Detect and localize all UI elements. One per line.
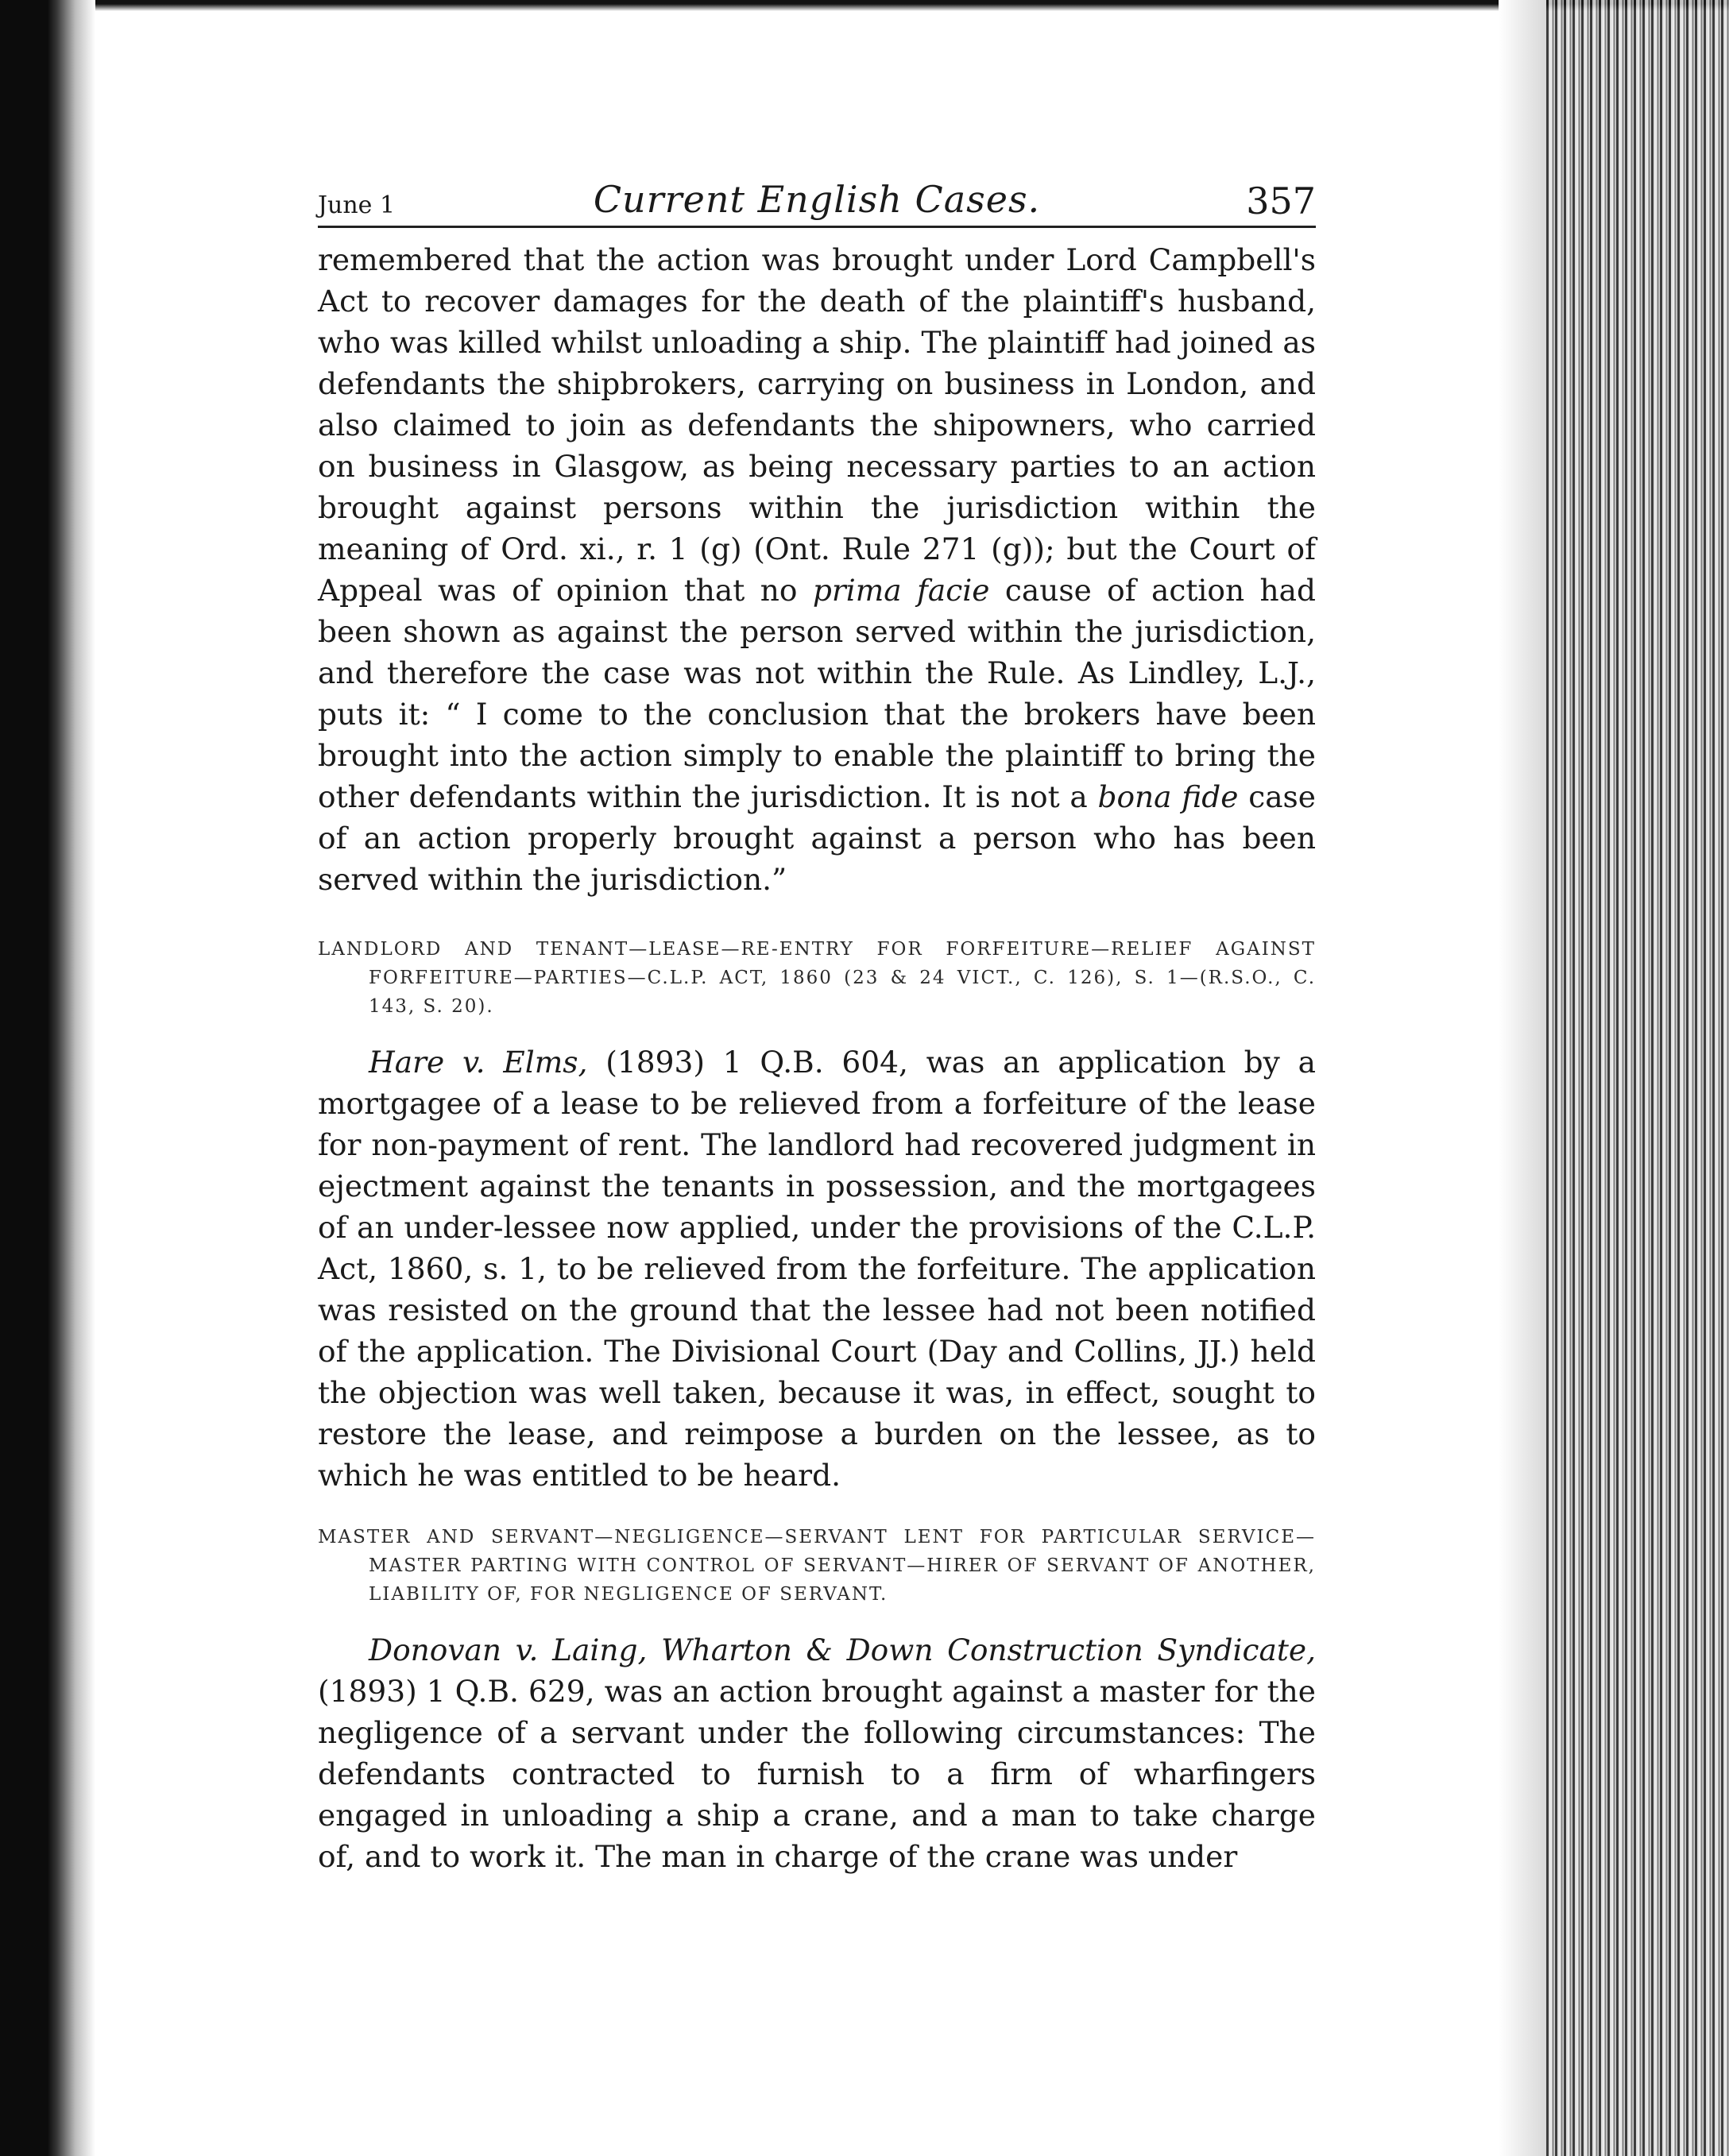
case-name-donovan-v-laing: Donovan v. Laing, Wharton & Down Construction Syndicate, bbox=[369, 1632, 1316, 1667]
page-number: 357 bbox=[1246, 180, 1316, 222]
header-date: June 1 bbox=[318, 191, 396, 219]
paragraph-2 bbox=[318, 1041, 1316, 1496]
scan-right-shadow bbox=[1499, 0, 1546, 2156]
paragraph-1-text-before: remembered that the action was brought under Lord Campbell's Act to recover damages for the death of the plaintiff's husband, who was killed whilst unloading a ship. The plaintiff had joined as defendants the shipbrokers, carrying on business in London, and also claimed to join as defendants the shipowners, who carried on business in Glasgow, as being necessary parties to an action brought against persons within the jurisdiction within the meaning of Ord. xi., r. 1 (g) (Ont. Rule 271 (g)); but the Court of Appeal was of opinion that no bbox=[318, 242, 1316, 608]
prima-facie-italic: prima facie bbox=[812, 573, 990, 608]
section-heading-master-servant: MASTER AND SERVANT—NEGLIGENCE—SERVANT LENT FOR PARTICULAR SERVICE—MASTER PARTING WITH CONTROL OF SERVANT—HIRER OF SERVANT OF ANOTHER, LIABILITY OF, FOR NEGLIGENCE OF SERVANT. bbox=[318, 1527, 1316, 1605]
running-header bbox=[318, 175, 1316, 228]
section-heading-landlord-tenant: LANDLORD AND TENANT—LEASE—RE-ENTRY FOR FORFEITURE—RELIEF AGAINST FORFEITURE—PARTIES—C.L.P. ACT, 1860 (23 & 24 VICT., C. 126), S. 1—(R.S.O., C. 143, S. 20). bbox=[318, 939, 1316, 1017]
scan-left-edge bbox=[0, 0, 95, 2156]
paragraph-3-text: (1893) 1 Q.B. 629, was an action brought against a master for the negligence of a servant under the following circumstances: The defendants contracted to furnish to a firm of wharfingers engaged in unloading a ship a crane, and a man to take charge of, and to work it. The man in charge of the crane was under bbox=[318, 1674, 1316, 1874]
bona-fide-italic: bona fide bbox=[1097, 779, 1239, 814]
document-page bbox=[318, 175, 1316, 1877]
paragraph-3 bbox=[318, 1629, 1316, 1877]
scan-right-edge bbox=[1546, 0, 1729, 2156]
paragraph-1 bbox=[318, 239, 1316, 900]
scan-top-edge bbox=[0, 0, 1729, 11]
case-name-hare-v-elms: Hare v. Elms, bbox=[369, 1045, 588, 1080]
header-title: Current English Cases. bbox=[593, 178, 1041, 221]
paragraph-1-text-middle: cause of action had been shown as against the person served within the jurisdiction, and therefore the case was not within the Rule. As Lindley, L.J., puts it: “ I come to the conclusion that the brokers have been brought into the action simply to enable the plaintiff to bring the other defendants within the jurisdiction. It is not a bbox=[318, 573, 1317, 814]
paragraph-1-text-after: case of an action properly brought against a person who has been served within the jurisdiction.” bbox=[318, 779, 1316, 897]
paragraph-2-text: (1893) 1 Q.B. 604, was an application by a mortgagee of a lease to be relieved from a forfeiture of the lease for non-payment of rent. The landlord had recovered judgment in ejectment against the tenants in possession, and the mortgagees of an under-lessee now applied, under the provisions of the C.L.P. Act, 1860, s. 1, to be relieved from the forfeiture. The application was resisted on the ground that the lessee had not been notified of the application. The Divisional Court (Day and Collins, JJ.) held the objection was well taken, because it was, in effect, sought to restore the lease, and reimpose a burden on the lessee, as to which he was entitled to be heard. bbox=[318, 1045, 1316, 1493]
